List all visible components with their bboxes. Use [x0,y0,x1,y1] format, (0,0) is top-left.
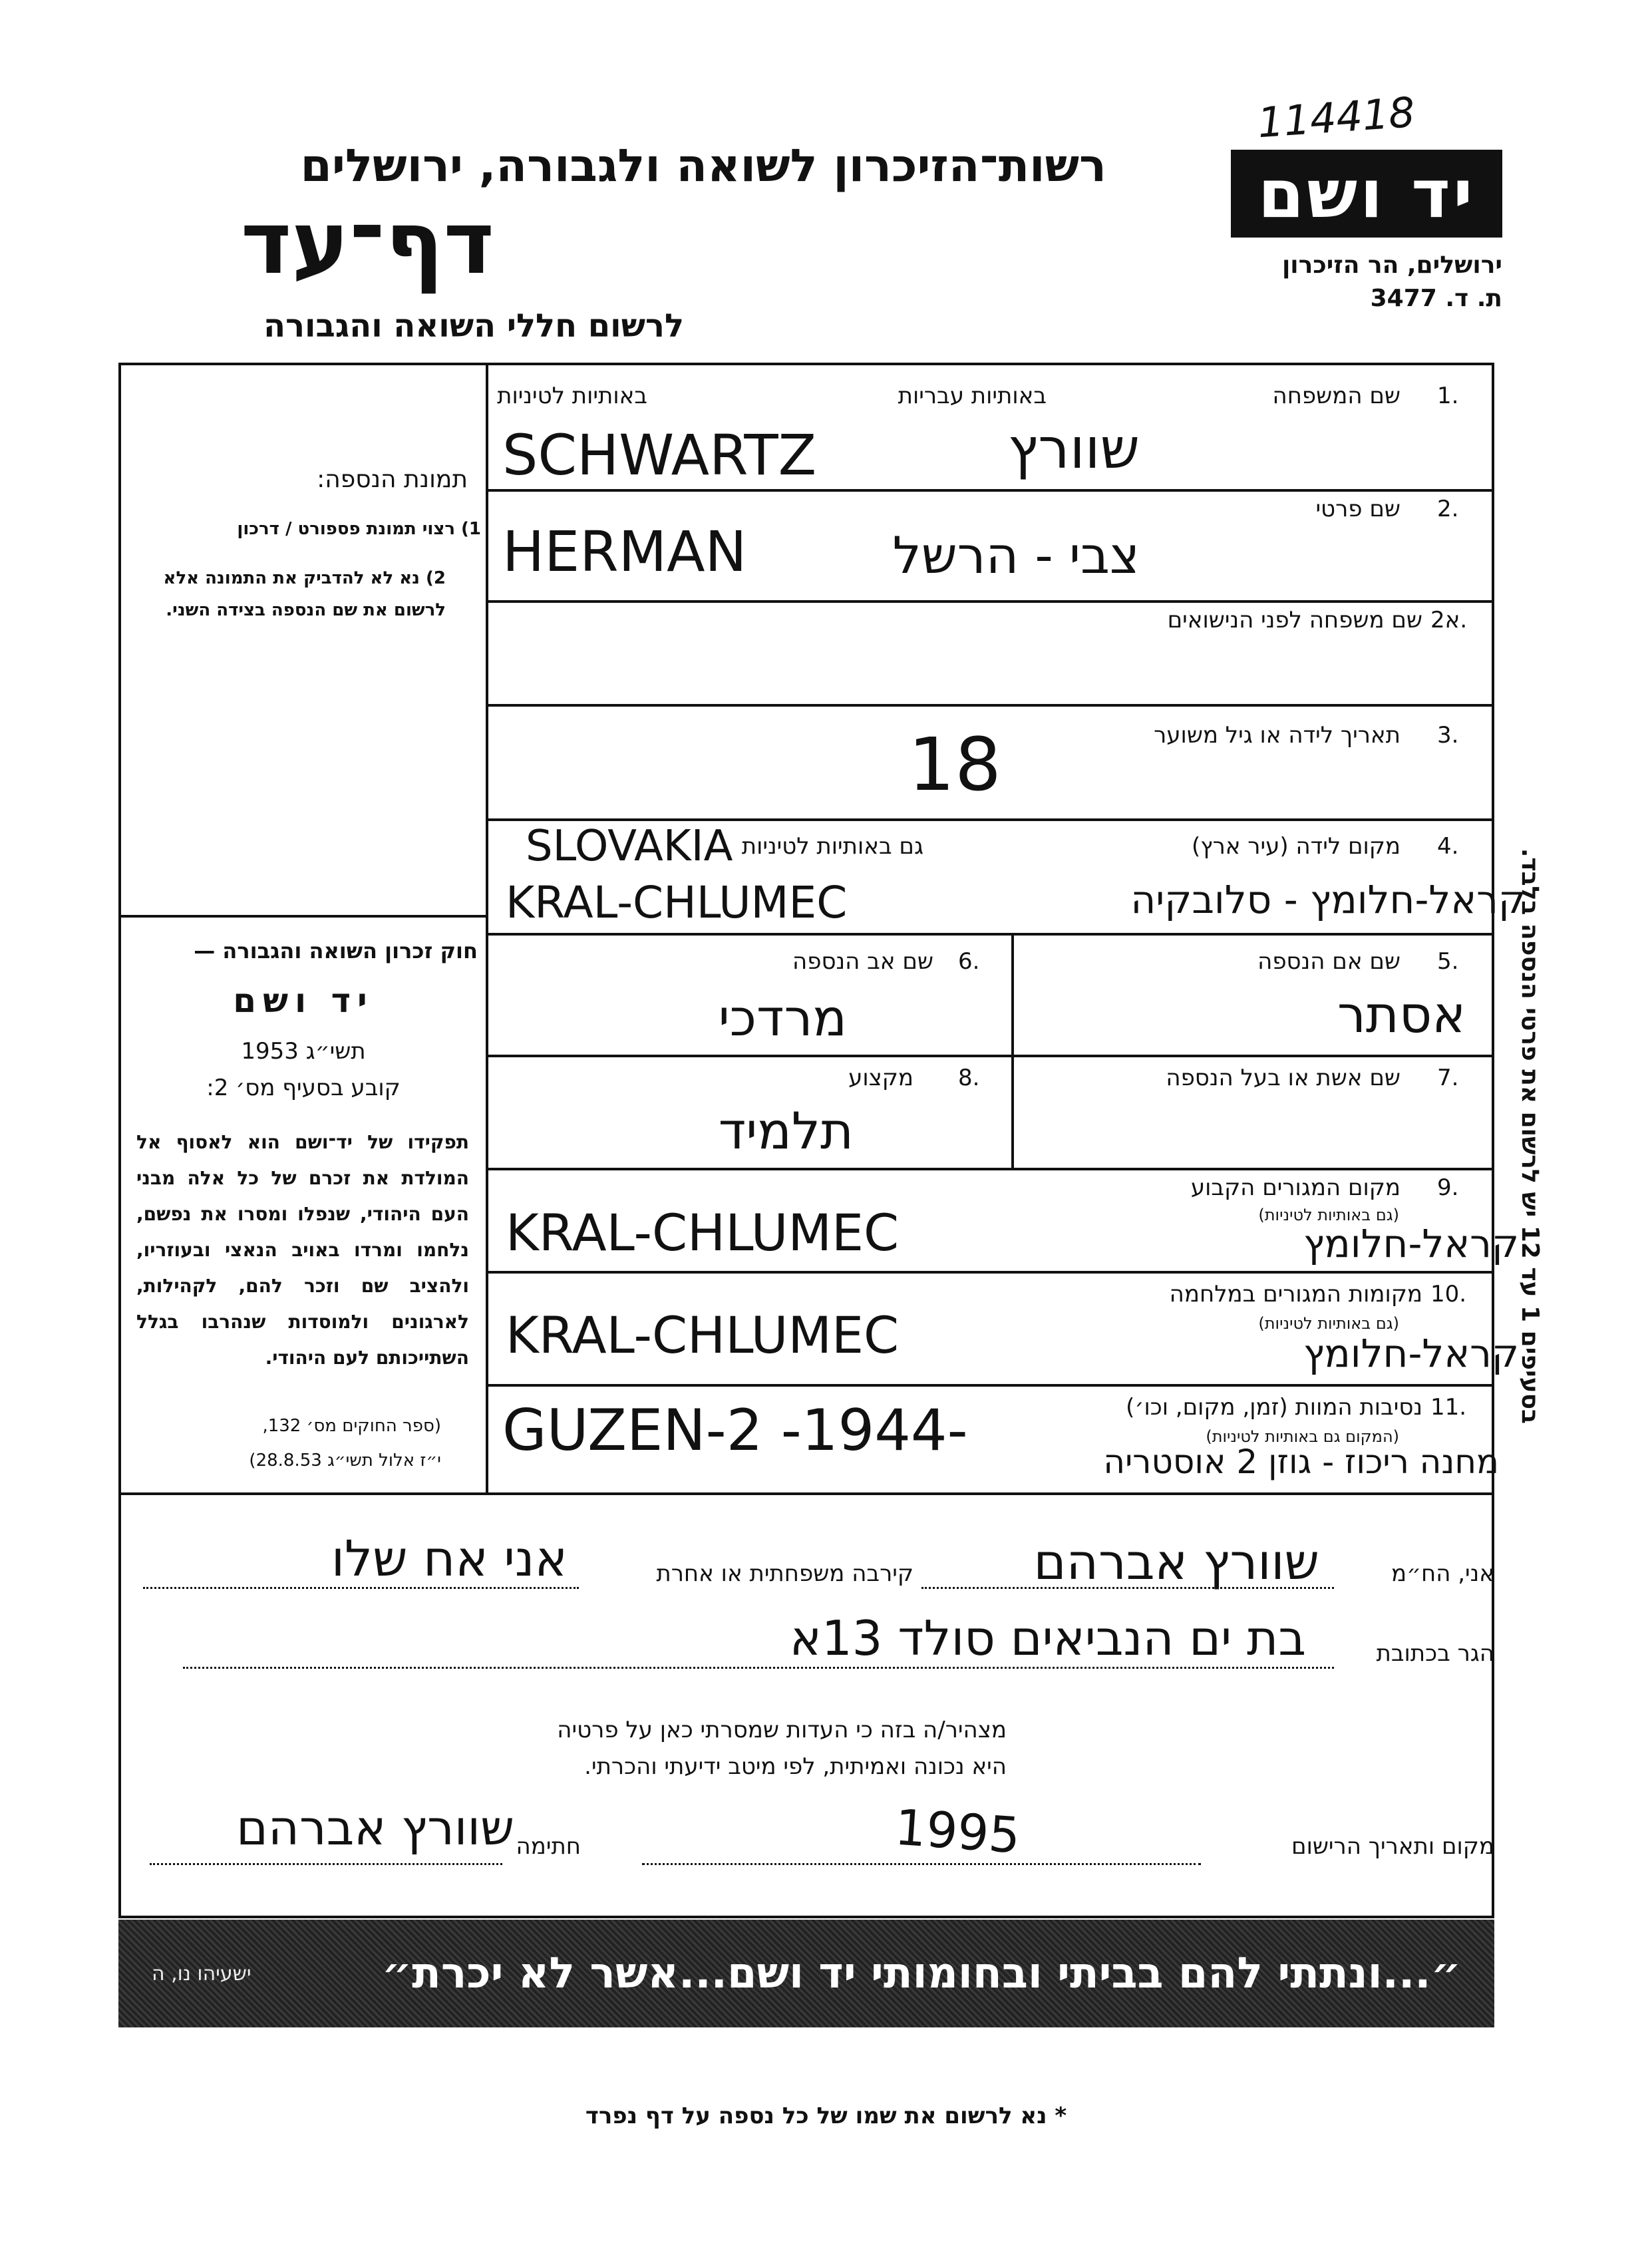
row-divider [487,1384,1494,1387]
field3-label: תאריך לידה או גיל משוער [1154,722,1401,749]
field9-label: מקום המגורים הקבוע [1190,1174,1401,1201]
field8-label: מקצוע [848,1065,913,1091]
law-name: יד ושם [233,981,374,1020]
photo-box-note2: 2) נא לא להדביק את התמונה אלא לרשום את שם הנספה בצידה השני. [163,568,446,620]
form-subtitle: לרשום חללי השואה והגבורה [263,307,684,345]
address-line: ירושלים, הר הזיכרון [1281,252,1502,279]
place-date-label: מקום ותאריך הרישום [1291,1833,1494,1860]
signature-label: חתימה [516,1833,581,1860]
row-divider [487,933,1494,936]
left-column-divider [118,915,488,918]
row-divider [487,818,1494,821]
authority-title: רשות־הזיכרון לשואה ולגבורה, ירושלים [300,140,1106,192]
photo-box-title: תמונת הנספה: [317,466,468,493]
row-divider [487,1271,1494,1274]
field10-sub: (גם באותיות לטיניות) [1258,1314,1399,1333]
field1-label: שם המשפחה [1272,383,1401,409]
field6-label: שם אב הנספה [792,948,933,975]
field1-surname-hebrew[interactable]: שוורץ [1007,416,1140,481]
field10-number: 10. [1430,1281,1467,1307]
field5-label: שם אם הנספה [1257,948,1401,975]
statement-line1: מצהיר/ה בזה כי העדות שמסרתי כאן על פרטיה [557,1717,1007,1743]
law-date: י״ז אלול תשי״ג 28.8.53) [249,1451,441,1470]
field4-latin-header: גם באותיות לטיניות [741,833,923,860]
field1-surname-latin[interactable]: SCHWARTZ [502,423,817,488]
field2-number: 2. [1437,496,1459,522]
logo-text: יד ושם [1257,154,1476,233]
law-section: קובע בסעיף מס׳ 2: [206,1075,401,1101]
signature-value[interactable]: שוורץ אברהם [236,1800,514,1856]
po-box: ת. ד. 3477 [1370,285,1502,312]
field10-wartime-residence-latin[interactable]: KRAL-CHLUMEC [506,1305,900,1365]
field11-death-circumstances-latin[interactable]: GUZEN-2 -1944- [502,1397,968,1464]
law-heading: חוק זכרון השואה והגבורה — [194,938,478,963]
row-divider [487,600,1494,603]
field3-age[interactable]: 18 [908,722,1001,807]
quote-source: ישעיהו נו, ה [152,1962,251,1986]
field4-town-latin[interactable]: KRAL-CHLUMEC [506,877,848,928]
field10-wartime-residence-hebrew[interactable]: קראל-חלומץ [1303,1331,1519,1376]
field9-residence-latin[interactable]: KRAL-CHLUMEC [506,1203,900,1262]
law-source: (ספר החוקים מס׳ 132, [262,1416,441,1436]
fields-bottom-line [118,1492,1494,1495]
field2a-label: שם משפחה לפני הנישואים [1167,607,1422,633]
field9-residence-hebrew[interactable]: קראל-חלומץ [1303,1221,1519,1266]
field4-town-hebrew[interactable]: קראל-חלומץ - סלובקיה [1130,877,1526,922]
field10-label: מקומות המגורים במלחמה [1169,1281,1422,1307]
quote-text: ״...ונתתי להם בביתי ובחומותי יד ושם...אשר לא יכרת״ [381,1949,1461,1998]
field1-number: 1. [1437,383,1459,409]
field7-number: 7. [1437,1065,1459,1091]
field2a-number: 2א. [1430,607,1468,633]
field2-firstname-latin[interactable]: HERMAN [502,519,747,584]
row-divider [487,704,1494,707]
field4-country-latin[interactable]: SLOVAKIA [526,822,733,871]
field11-death-circumstances-hebrew[interactable]: מחנה ריכוז - גוזן 2 אוסטריה [1103,1443,1499,1481]
field2-label: שם פרטי [1315,496,1401,522]
signature-line [150,1863,502,1865]
declarant-label: אני, הח״מ [1391,1560,1494,1587]
field5-mother-name[interactable]: אסתר [1337,985,1466,1044]
field9-number: 9. [1437,1174,1459,1201]
row-divider [487,489,1494,492]
row-divider [487,1055,1494,1057]
footer-note: * נא לרשום את שמו של כל נספה על דף נפרד [585,2103,1067,2129]
field11-number: 11. [1430,1394,1467,1421]
quote-banner [118,1920,1494,2027]
place-date-line [642,1863,1201,1865]
form-title: דף־עד [240,192,494,293]
field8-number: 8. [958,1065,980,1091]
field3-number: 3. [1437,722,1459,749]
field1-latin-header: באותיות לטיניות [497,383,647,409]
field2-firstname-hebrew[interactable]: צבי - הרשל [892,526,1140,585]
field9-sub: (גם באותיות לטיניות) [1258,1206,1399,1224]
field4-number: 4. [1437,833,1459,860]
address-label: הגר בכתובת [1376,1640,1494,1667]
address-line-field [183,1667,1334,1669]
column-divider [486,363,488,1494]
field6-number: 6. [958,948,980,975]
field11-sub: (המקום גם באותיות לטיניות) [1206,1427,1399,1446]
address-value[interactable]: בת ים הנביאים סולד 13א [789,1610,1306,1666]
field8-occupation[interactable]: תלמיד [718,1101,854,1160]
law-body: תפקידו של יד־ושם הוא לאסוף אל המולדת את זכרם של כל אלה מבני העם היהודי, שנפלו ומסרו את נפשם, נלחמו ומרדו באויב הנאצי ובעוזריו, ולהציב שם וזכר להם, לקהילות, לארגונים ולמוסדות שנהרבו בגלל השתייכותם לעם היהודי. [136,1131,469,1369]
place-date-value[interactable]: 1995 [893,1799,1023,1865]
side-note: בסעיפים 1 עד 12 יש לרשום את פרטי הנספה בלבד. [1516,848,1544,1424]
yad-vashem-logo [1231,150,1502,238]
law-year: תשי״ג 1953 [241,1038,366,1065]
field5-number: 5. [1437,948,1459,975]
field6-father-name[interactable]: מרדכי [718,988,847,1047]
field7-label: שם אשת או בעל הנספה [1166,1065,1401,1091]
record-number: 114418 [1255,87,1416,148]
field4-label: מקום לידה (עיר ארץ) [1191,833,1401,860]
row-divider [487,1168,1494,1170]
field1-hebrew-header: באותיות עבריות [898,383,1047,409]
field11-label: נסיבות המוות (זמן, מקום, וכו׳) [1126,1394,1422,1421]
statement-line2: היא נכונה ואמיתית, לפי מיטב ידיעתי והכרתי. [584,1753,1007,1780]
photo-box-note1: 1) רצוי תמונת פספורט / דרכון [237,519,481,539]
row-split-divider [1011,934,1014,1169]
relation-value[interactable]: אני אח שלו [331,1530,568,1588]
declarant-name[interactable]: שוורץ אברהם [1033,1534,1319,1591]
relation-label: קירבה משפחתית או אחרת [656,1560,913,1587]
